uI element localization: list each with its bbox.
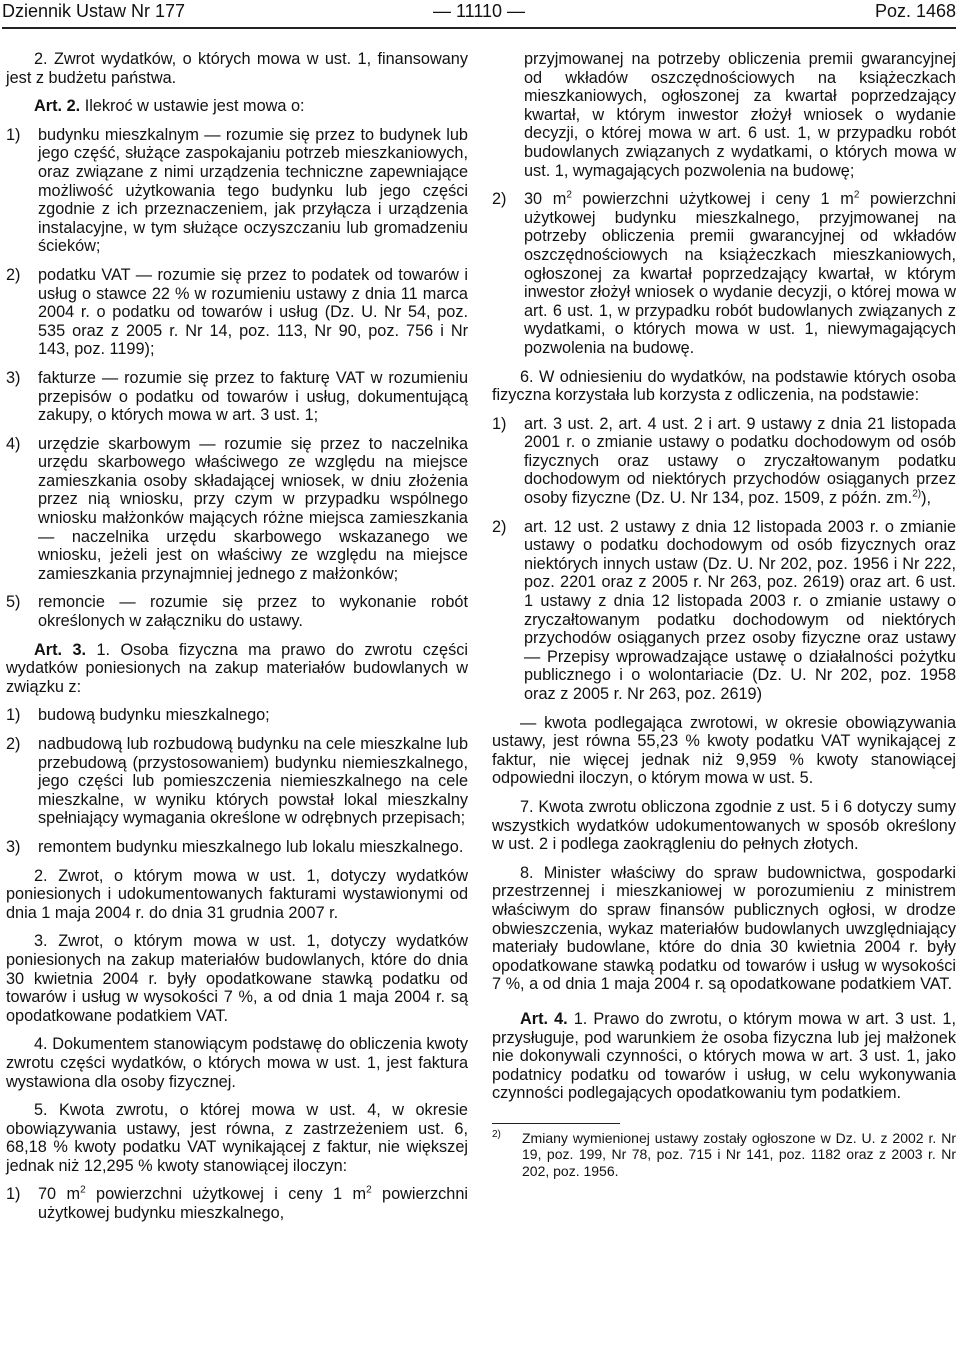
paragraph: — kwota podlegająca zwrotowi, w okresie obowiązywania ustawy, jest równa 55,23 % kwoty podatku VAT wynikającej z faktur, nie więcej jednak niż 9,959 % kwoty stanowiącej odpowiedni iloczyn, o którym mowa w ust. 5. — [492, 713, 956, 788]
paragraph: 4. Dokumentem stanowiącym podstawę do obliczenia kwoty zwrotu części wydatków, o których mowa w ust. 1, jest faktura wystawiona dla osoby fizycznej. — [6, 1035, 468, 1091]
paragraph-continuation: przyjmowanej na potrzeby obliczenia premii gwarancyjnej od wkładów oszczędnościowych na książeczkach mieszkaniowych, ogłoszonej za kwartał poprzedzający kwartał, w którym inwestor złożył wniosek o wydanie decyzji, o której mowa w art. 6 ust. 1, w przypadku robót budowlanych związanych z wydatkami, o których mowa w ust. 1, wymagających pozwolenia na budowę; — [524, 50, 956, 180]
header-rule — [2, 27, 956, 29]
left-column — [6, 50, 468, 1223]
list-item: 2) 30 $m^2$ powierzchni użytkowej i ceny 1 $m^2$ powierzchni użytkowej budynku mieszkalnego, przyjmowanej na potrzeby obliczenia premii gwarancyjnej od wkładów oszczędnościowych na książeczkach mieszkaniowych, ogłoszonej za kwartał poprzedzający kwartał, w którym inwestor złożył wniosek o wydanie decyzji, o której mowa w art. 6 ust. 1, w przypadku robót budowlanych związanych z wydatkami, o których mowa w ust. 1, niewymagających pozwolenia na budowę. — [492, 189, 957, 357]
position-number: Poz. 1468 — [874, 1, 956, 21]
list-item: 5) remoncie — rozumie się przez to wykonanie robót określonych w załączniku do ustawy. — [6, 593, 468, 631]
paragraph: 8. Minister właściwy do spraw budownictwa, gospodarki przestrzennej i mieszkaniowej w porozumieniu z ministrem właściwym do spraw finansów publicznych ogłosi, w drodze obwieszczenia, wykaz materiałów budowlanych uwzględniający materiały budowlane, które do dnia 30 kwietnia 2004 r. były opodatkowane stawką podatku od towarów i usług w wysokości 7 %, a od dnia 1 maja 2004 r. są opodatkowane podatkiem VAT. — [492, 863, 956, 994]
paragraph: 2. Zwrot, o którym mowa w ust. 1, dotyczy wydatków poniesionych i udokumentowanych fakturami wystawionymi od dnia 1 maja 2004 r. do dnia 31 grudnia 2007 r. — [6, 866, 468, 922]
article-4-intro: Art. 4. 1. Prawo do zwrotu, o którym mowa w art. 3 ust. 1, przysługuje, pod warunkiem że osoba fizyczna lub jej małżonek nie dokonywali czynności, o których mowa w art. 3 ust. 1, jako podatnicy podatku od towarów i usług, w celu wykonywania czynności podlegających opodatkowaniu tym podatkiem. — [492, 1009, 956, 1103]
list-item: 2) podatku VAT — rozumie się przez to podatek od towarów i usług o stawce 22 % w rozumieniu ustawy z dnia 11 marca 2004 r. o podatku od towarów i usług (Dz. U. Nr 54, poz. 535 oraz z 2005 r. Nr 14, poz. 113, Nr 90, poz. 756 i Nr 143, poz. 1199); — [6, 265, 468, 359]
list-item: 2) art. 12 ust. 2 ustawy z dnia 12 listopada 2003 r. o zmianie ustawy o podatku dochodowym od osób fizycznych oraz niektórych innych ustaw (Dz. U. Nr 202, poz. 1956 i Nr 222, poz. 2201 oraz z 2005 r. Nr 263, poz. 2619) oraz art. 6 ust. 1 ustawy z dnia 12 listopada 2003 r. o zmianie ustawy o zryczałtowanym podatku dochodowym od niektórych przychodów osiąganych przez osoby fizyczne oraz ustawy — Przepisy wprowadzające ustawę o działalności pożytku publicznego i o wolontariacie (Dz. U. Nr 202, poz. 1958 oraz z 2005 r. Nr 263, poz. 2619) — [492, 517, 956, 703]
list-item: 1) budową budynku mieszkalnego; — [6, 706, 270, 725]
paragraph: 3. Zwrot, o którym mowa w ust. 1, dotyczy wydatków poniesionych na zakup materiałów budowlanych, które do dnia 30 kwietnia 2004 r. były opodatkowane stawką podatku od towarów i usług w wysokości 7 %, a od dnia 1 maja 2004 r. są opodatkowane podatkiem VAT. — [6, 932, 468, 1025]
paragraph: 2. Zwrot wydatków, o których mowa w ust. 1, finansowany jest z budżetu państwa. — [6, 50, 468, 87]
footnote: 2) Zmiany wymienionej ustawy zostały ogłoszone w Dz. U. z 2002 r. Nr 19, poz. 199, Nr 78, poz. 715 i Nr 141, poz. 1182 oraz z 2003 r. Nr 202, poz. 1956. — [492, 1128, 956, 1179]
list-item: 2) nadbudową lub rozbudową budynku na cele mieszkalne lub przebudową (przystosowaniem) budynku niemieszkalnego, jego części lub pomieszczenia niemieszkalnego na cele mieszkalne, w wyniku których powstał lokal mieszkalny spełniający wymagania określone w odrębnych przepisach; — [6, 735, 468, 828]
paragraph: 5. Kwota zwrotu, o której mowa w ust. 4, w okresie obowiązywania ustawy, jest równa, z zastrzeżeniem ust. 6, 68,18 % kwoty podatku VAT wynikającej z faktur, nie większej jednak niż 12,295 % kwoty stanowiącej iloczyn: — [6, 1101, 468, 1175]
list-item: 3) remontem budynku mieszkalnego lub lokalu mieszkalnego. — [6, 837, 464, 856]
right-column — [492, 50, 956, 1179]
journal-title: Dziennik Ustaw Nr 177 — [2, 1, 186, 21]
list-item: 1) art. 3 ust. 2, art. 4 ust. 2 i art. 9 ustawy z dnia 21 listopada 2001 r. o zmianie ustawy o podatku dochodowym od osób fizycznych oraz ustawy o zryczałtowanym podatku dochodowym od niektórych przychodów osiąganych przez osoby fizyczne (Dz. U. Nr 134, poz. 1509, z późn. zm.$^{2)}$), — [492, 414, 956, 508]
article-label: Art. 4. — [520, 1009, 568, 1028]
list-item: 1) 70 $m^2$ powierzchni użytkowej i ceny 1 $m^2$ powierzchni użytkowej budynku mieszkalnego, — [6, 1185, 469, 1223]
paragraph: 6. W odniesieniu do wydatków, na podstawie których osoba fizyczna korzystała lub korzysta z odliczenia, na podstawie: — [492, 367, 956, 405]
footnote-rule — [492, 1123, 620, 1124]
list-item: 3) fakturze — rozumie się przez to fakturę VAT w rozumieniu przepisów o podatku od towarów i usług, dokumentującą zakupy, o których mowa w art. 3 ust. 1; — [6, 368, 468, 425]
article-label: Art. 2. — [34, 97, 81, 116]
article-label: Art. 3. — [34, 640, 87, 659]
list-item: 1) budynku mieszkalnym — rozumie się przez to budynek lub jego część, służące zaspokajaniu potrzeb mieszkaniowych, oraz związane z nimi urządzenia techniczne zapewniające możliwość użytkowania tego budynku lub jego części zgodnie z ich przeznaczeniem, jak przyłącza i urządzenia instalacyjne, w tym służące oczyszczaniu lub gromadzeniu ścieków; — [6, 125, 468, 256]
footnote-ref: 2) — [912, 488, 922, 500]
article-3-intro: Art. 3. 1. Osoba fizyczna ma prawo do zwrotu części wydatków poniesionych na zakup materiałów budowlanych w związku z: — [6, 640, 468, 696]
article-2-intro: Art. 2. Ilekroć w ustawie jest mowa o: — [34, 97, 305, 116]
page-header — [2, 0, 956, 24]
page-number: — 11110 — — [432, 1, 526, 21]
list-item: 4) urzędzie skarbowym — rozumie się przez to naczelnika urzędu skarbowego właściwego ze względu na miejsce zamieszkania osoby składającej wniosek, w dniu złożenia przez nią wniosku, przy czym w przypadku wspólnego wniosku małżonków mających różne miejsca zamieszkania — naczelnika urzędu skarbowego wskazanego we wniosku, jeżeli jest on właściwy ze względu na miejsce zamieszkania przynajmniej jednego z małżonków; — [6, 434, 468, 583]
paragraph: 7. Kwota zwrotu obliczona zgodnie z ust. 5 i 6 dotyczy sumy wszystkich wydatków udokumentowanych w sposób określony w ust. 2 i podlega zaokrągleniu do pełnych złotych. — [492, 797, 956, 854]
